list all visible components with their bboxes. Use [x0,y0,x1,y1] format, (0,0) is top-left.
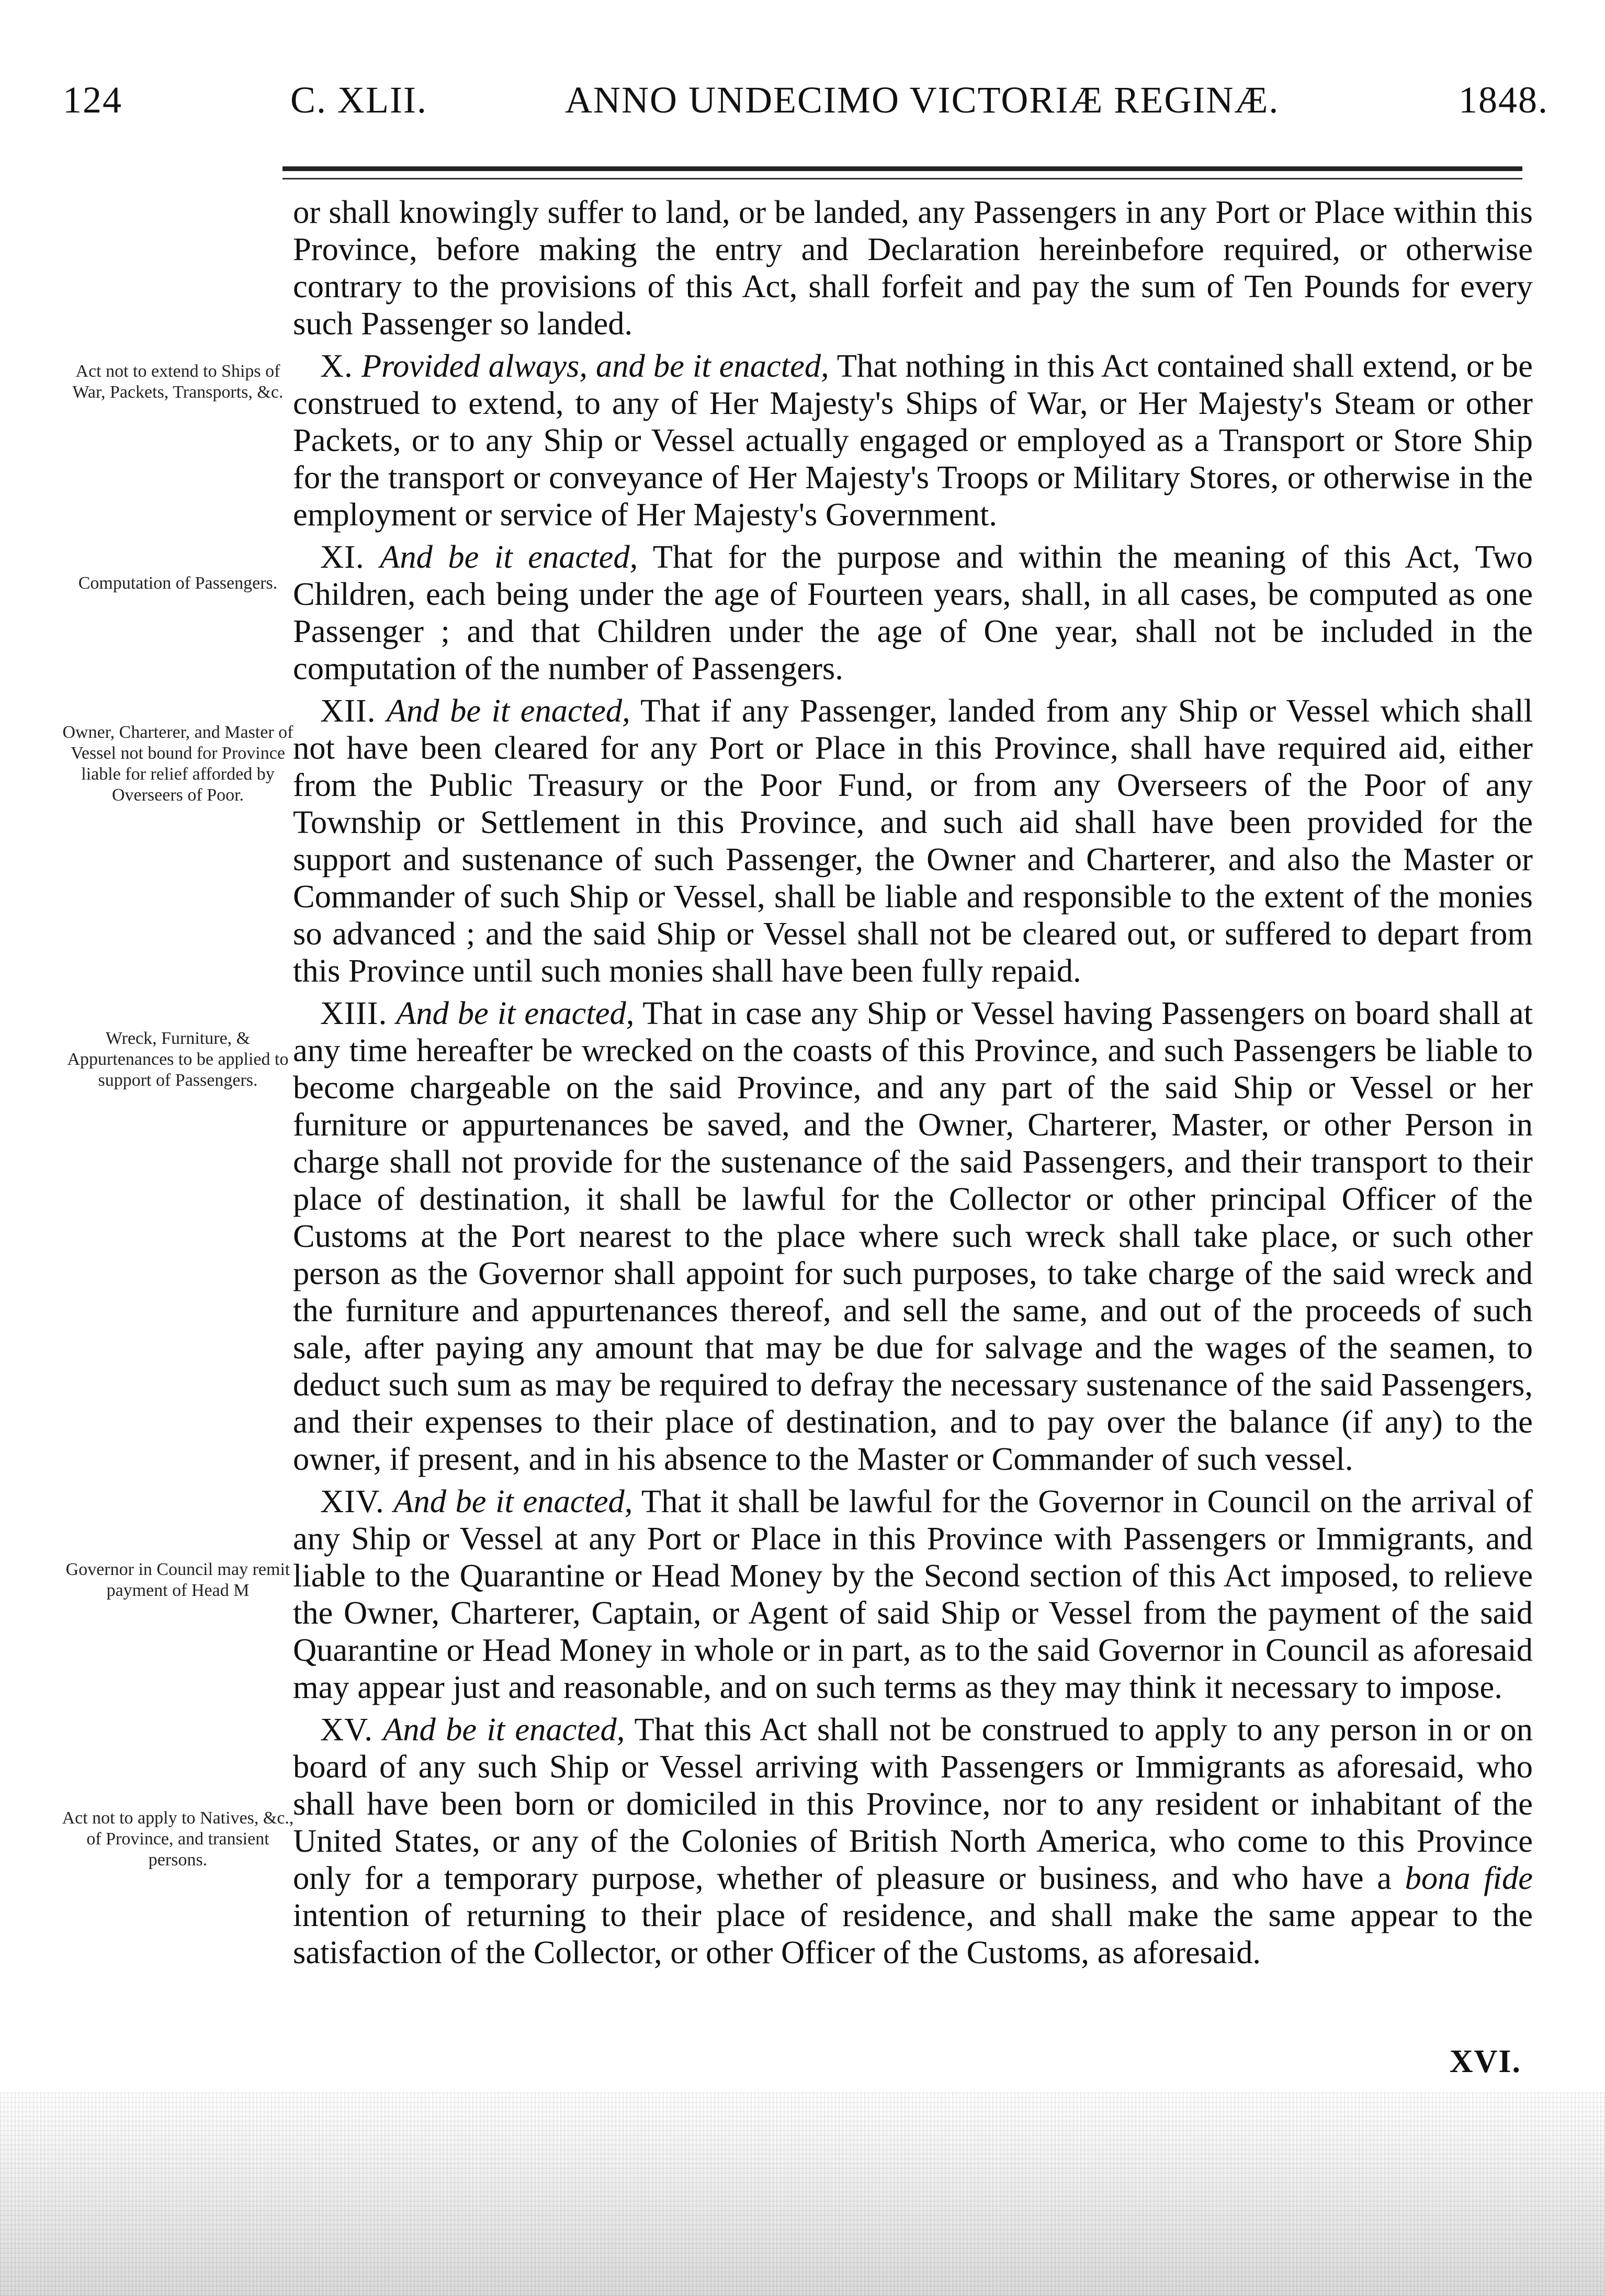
section-number: XIII. [320,995,388,1031]
scan-artifact-band [0,2092,1605,2296]
margin-note-xi: Computation of Passengers. [78,573,278,593]
page-number: 124 [63,79,122,121]
margin-note-xii: Owner, Charterer, and Master of Vessel not bound for Province liable for relief afforded by Overseers of Poor. [62,723,293,805]
margin-note-x: Act not to extend to Ships of War, Packets, Transports, &c. [72,362,284,402]
section-number: XI. [320,538,365,575]
enacting-clause: And be it enacted, [396,995,635,1031]
margin-note-xv: Act not to apply to Natives, &c., of Province, and transient persons. [62,1808,294,1870]
main-text [293,194,1533,1971]
section-number: XIV. [320,1483,385,1520]
margin-note-xiv: Governor in Council may remit payment of Head M [65,1560,290,1600]
section-number: XV. [320,1711,373,1748]
header-rule-thick [282,166,1522,171]
enacting-clause: And be it enacted, [386,692,630,729]
section-number: XII. [320,692,376,729]
section-xii [293,692,1533,989]
enacting-clause: And be it enacted, [393,1483,633,1520]
section-xiv [293,1483,1533,1706]
section-text: or shall knowingly suffer to land, or be landed, any Passengers in any Port or Place within this Province, before making the entry and Declaration hereinbefore required, or otherwise contrary to the provisions of this Act, shall forfeit and pay the sum of Ten Pounds for every such Passenger so landed. [293,194,1533,342]
section-text: That nothing in this Act contained shall extend, or be construed to extend, to any of Her Majesty's Ships of War, or Her Majesty's Steam or other Packets, or to any Ship or Vessel actually engaged or employed as a Transport or Store Ship for the transport or conveyance of Her Majesty's Troops or Military Stores, or otherwise in the employment or service of Her Majesty's Government. [293,347,1533,533]
enacting-clause: Provided always, and be it enacted, [361,347,829,384]
section-x [293,347,1533,533]
section-text: That if any Passenger, landed from any Ship or Vessel which shall not have been cleared for any Port or Place in this Province, shall have required aid, either from the Public Treasury or the Poor Fund, or from any Overseers of the Poor of any Township or Settlement in this Province, and such aid shall have been provided for the support and sustenance of such Passenger, the Owner and Charterer, and also the Master or Commander of such Ship or Vessel, shall be liable and responsible to the extent of the monies so advanced ; and the said Ship or Vessel shall not be cleared out, or suffered to depart from this Province until such monies shall have been fully repaid. [293,692,1533,989]
enacting-clause: And be it enacted, [383,1711,625,1748]
section-text: That for the purpose and within the meaning of this Act, Two Children, each being under the age of Fourteen years, shall, in all cases, be computed as one Passenger ; and that Children under the age of One year, shall not be included in the computation of the number of Passengers. [293,538,1533,686]
chapter-number: C. XLII. [290,79,427,121]
section-xv [293,1711,1533,1971]
enacting-clause: And be it enacted, [380,538,638,575]
section-text: That in case any Ship or Vessel having Passengers on board shall at any time hereafter be wrecked on the coasts of this Province, and such Passengers be liable to become chargeable on the said Province, and any part of the said Ship or Vessel or her furniture or appurtenances be saved, and the Owner, Charterer, Master, or other Person in charge shall not provide for the sustenance of the said Passengers, and their transport to their place of destination, it shall be lawful for the Collector or other principal Officer of the Customs at the Port nearest to the place where such wreck shall take place, or such other person as the Governor shall appoint for such purposes, to take charge of the said wreck and the furniture and appurtenances thereof, and sell the same, and out of the proceeds of such sale, after paying any amount that may be due for salvage and the wages of the seamen, to deduct such sum as may be required to defray the necessary sustenance of the said Passengers, and their expenses to their place of destination, and to pay over the balance (if any) to the owner, if present, and in his absence to the Master or Commander of such vessel. [293,995,1533,1477]
running-title: ANNO UNDECIMO VICTORIÆ REGINÆ. [565,79,1280,121]
page-header [63,78,1549,147]
section-intro [293,194,1533,342]
italic-phrase: bona fide [1405,1860,1533,1896]
margin-note-xiii: Wreck, Furniture, & Appurtenances to be applied to support of Passengers. [67,1029,289,1090]
section-xiii [293,995,1533,1478]
section-text-end: intention of returning to their place of residence, and shall make the same appear to the satisfaction of the Collector, or other Officer of the Customs, as aforesaid. [293,1897,1533,1971]
section-text: That this Act shall not be construed to apply to any person in or on board of any such Ship or Vessel arriving with Passengers or Immigrants as aforesaid, who shall have been born or domiciled in this Province, nor to any resident or inhabitant of the United States, or any of the Colonies of British North America, who come to this Province only for a temporary purpose, whether of pleasure or business, and who have a [293,1711,1533,1896]
catchword: XVI. [1449,2044,1521,2079]
year: 1848. [1459,79,1549,121]
header-rule-thin [282,178,1522,179]
section-number: X. [320,347,353,384]
section-text: That it shall be lawful for the Governor in Council on the arrival of any Ship or Vessel at any Port or Place in this Province with Passengers or Immigrants, and liable to the Quarantine or Head Money by the Second section of this Act imposed, to relieve the Owner, Charterer, Captain, or Agent of said Ship or Vessel from the payment of the said Quarantine or Head Money in whole or in part, as to the said Governor in Council as aforesaid may appear just and reasonable, and on such terms as they may think it necessary to impose. [293,1483,1533,1705]
section-xi [293,538,1533,687]
